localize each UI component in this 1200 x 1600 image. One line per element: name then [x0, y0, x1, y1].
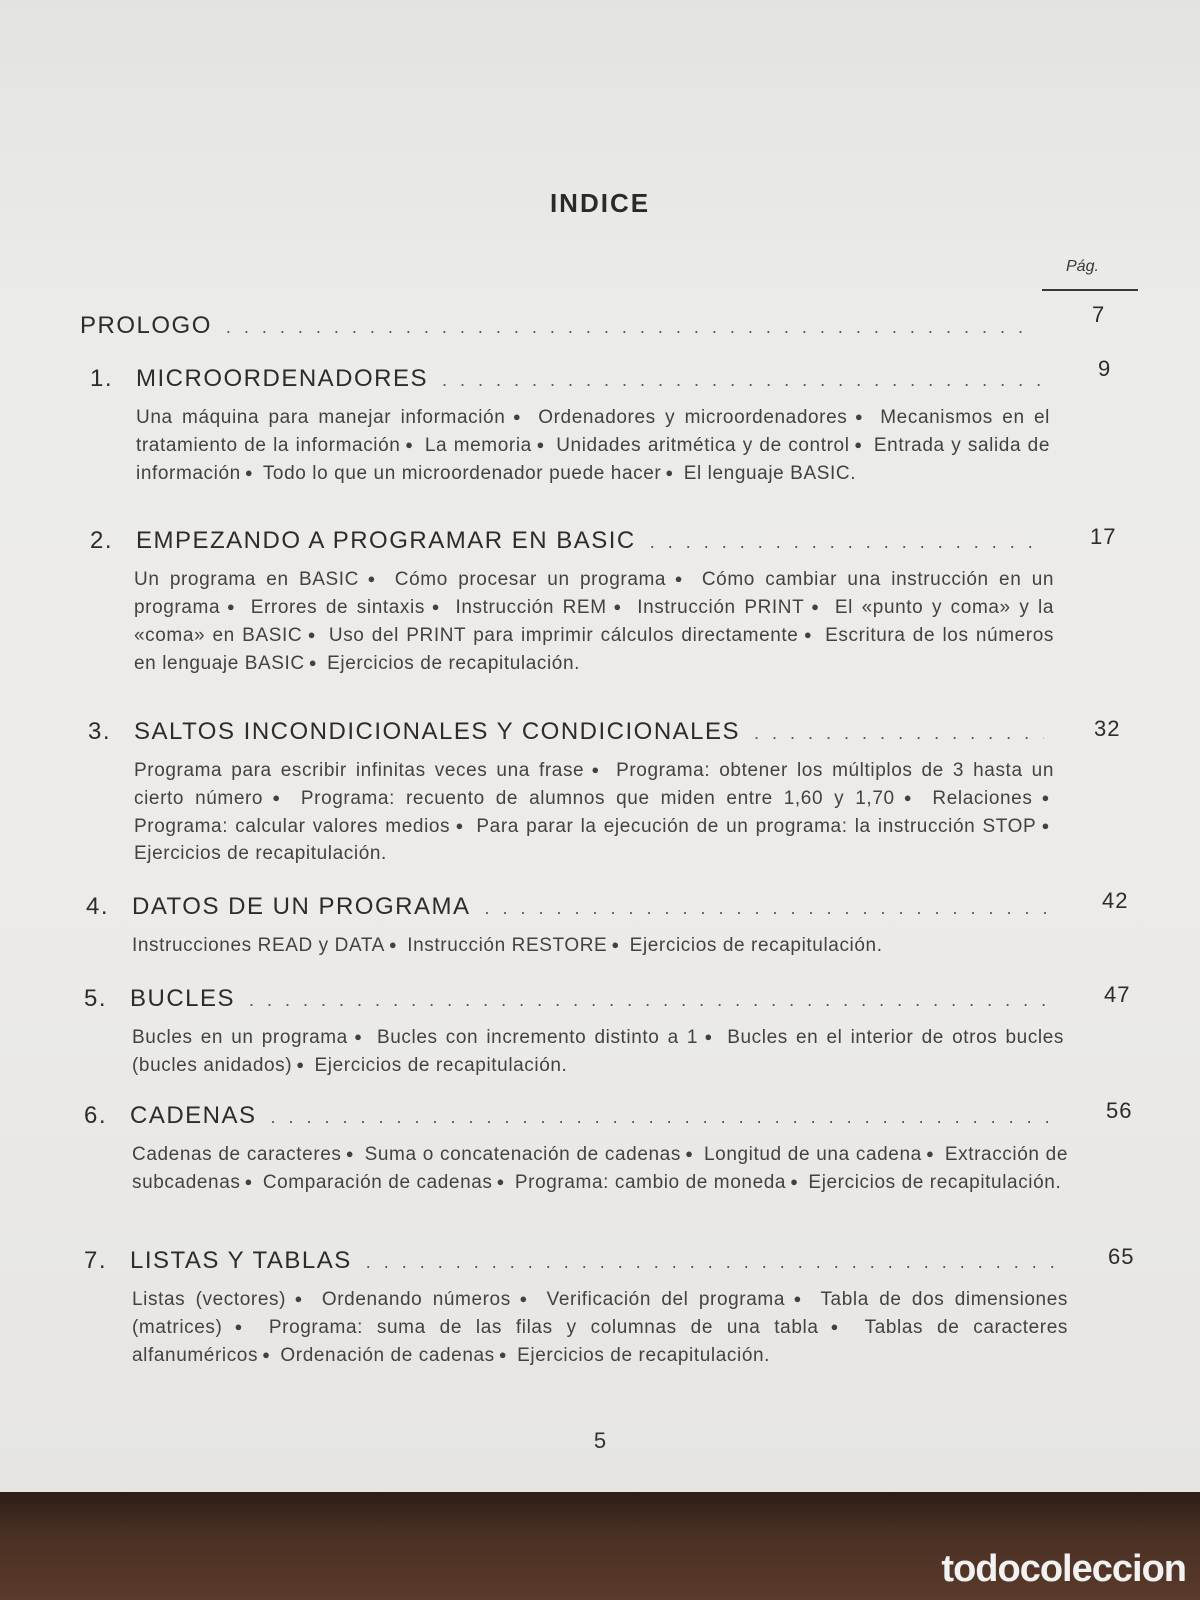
leader-dots: [226, 317, 1032, 338]
leader-dots: [249, 990, 1054, 1011]
toc-entry-chapter: [84, 1247, 1070, 1369]
leader-dots: [484, 898, 1052, 919]
chapter-title: MICROORDENADORES: [136, 365, 429, 392]
topic-item: Un programa en BASIC: [134, 569, 360, 590]
topic-item: Bucles en un programa: [132, 1027, 348, 1048]
topic-item: Suma o concatenación de cadenas: [364, 1144, 681, 1165]
chapter-title: BUCLES: [130, 985, 236, 1012]
topic-item: Programa: calcular valores medios: [134, 816, 451, 837]
chapter-topics: Bucles en un programa ● Bucles con incremento distinto a 1 ● Bucles en el interior de otros bucles (bucles anidados) ● Ejercicios de recapitulación.: [132, 1027, 1065, 1076]
toc-page-number: 7: [1092, 302, 1106, 327]
topic-item: Verificación del programa: [546, 1289, 785, 1310]
topic-item: Para parar la ejecución de un programa: la instrucción STOP: [476, 816, 1037, 837]
chapter-number: 1.: [90, 365, 114, 392]
chapter-title: SALTOS INCONDICIONALES Y CONDICIONALES: [134, 718, 741, 745]
topic-item: Instrucción RESTORE: [407, 935, 608, 956]
topic-item: Escritura de los números en lenguaje BASIC: [134, 625, 1054, 674]
chapter-topics: Una máquina para manejar información ● Ordenadores y microordenadores ● Mecanismos en el tratamiento de la información ● La memoria ● Unidades aritmética y de control ● Entrada y salida de información ● Todo lo que un microordenador puede hacer ● El lenguaje BASIC.: [136, 407, 1050, 484]
topic-item: Bucles con incremento distinto a 1: [376, 1027, 699, 1048]
toc-entry-title: PROLOGO: [80, 312, 212, 339]
topic-item: Cómo cambiar una instrucción en un programa: [134, 569, 1055, 618]
topic-item: Ejercicios de recapitulación.: [517, 1345, 771, 1366]
topic-item: Relaciones: [932, 788, 1033, 809]
chapter-number: 5.: [84, 985, 108, 1012]
topic-item: Instrucción REM: [455, 597, 607, 618]
topic-item: Bucles en el interior de otros bucles (bucles anidados): [132, 1027, 1065, 1076]
topic-item: Cómo procesar un programa: [394, 569, 667, 590]
chapter-title: DATOS DE UN PROGRAMA: [132, 893, 471, 920]
brand-watermark: todocoleccion: [941, 1548, 1186, 1590]
chapter-topics: Programa para escribir infinitas veces una frase ● Programa: obtener los múltiplos de 3 hasta un cierto número ● Programa: recuento de alumnos que miden entre 1,60 y 1,70 ● Relaciones ● Programa: calcular valores medios ● Para parar la ejecución de un programa: la instrucción STOP ● Ejercicios de recapitulación.: [134, 760, 1054, 864]
topic-item: El lenguaje BASIC.: [683, 463, 857, 484]
toc-entry-chapter: [90, 365, 1060, 487]
toc-page-number: 9: [1098, 356, 1112, 381]
leader-dots: [650, 532, 1041, 553]
chapter-title: EMPEZANDO A PROGRAMAR EN BASIC: [136, 527, 636, 554]
toc-page-number: 47: [1104, 982, 1131, 1007]
toc-page-number: 42: [1102, 888, 1129, 913]
chapter-number: 2.: [90, 527, 114, 554]
topic-item: Programa: recuento de alumnos que miden entre 1,60 y 1,70: [300, 788, 895, 809]
topic-item: Ordenando números: [321, 1289, 511, 1310]
toc-entry-chapter: [84, 1102, 1070, 1196]
toc-entry-prologue: [80, 312, 1046, 340]
page-column-label: Pág.: [1066, 258, 1099, 275]
chapter-topics: Cadenas de caracteres ● Suma o concatenación de cadenas ● Longitud de una cadena ● Extracción de subcadenas ● Comparación de cadenas ● Programa: cambio de moneda ● Ejercicios de recapitulación.: [132, 1144, 1068, 1193]
topic-item: Errores de sintaxis: [250, 597, 425, 618]
topic-item: Instrucciones READ y DATA: [132, 935, 385, 956]
toc-page-number: 65: [1108, 1244, 1135, 1269]
topic-item: Comparación de cadenas: [262, 1172, 493, 1193]
topic-item: Todo lo que un microordenador puede hacer: [262, 463, 662, 484]
topic-item: La memoria: [424, 435, 532, 456]
toc-page-number: 32: [1094, 716, 1121, 741]
topic-item: Instrucción PRINT: [637, 597, 805, 618]
topic-item: Cadenas de caracteres: [132, 1144, 342, 1165]
topic-item: Extracción de subcadenas: [132, 1144, 1068, 1193]
toc-entry-chapter: [84, 985, 1068, 1079]
toc-entry-chapter: [86, 893, 1066, 959]
topic-item: Ejercicios de recapitulación.: [808, 1172, 1062, 1193]
page-title: INDICE: [549, 188, 651, 218]
topic-item: Tabla de dos dimensiones (matrices): [132, 1289, 1068, 1338]
leader-dots: [442, 370, 1046, 391]
page-column-rule: [1042, 289, 1138, 291]
toc-entry-chapter: [88, 718, 1058, 867]
topic-item: Entrada y salida de información: [136, 435, 1050, 484]
leader-dots: [271, 1107, 1056, 1128]
topic-item: Ejercicios de recapitulación.: [629, 935, 883, 956]
topic-item: Ordenadores y microordenadores: [538, 407, 848, 428]
topic-item: Uso del PRINT para imprimir cálculos directamente: [328, 625, 799, 646]
topic-item: Programa: suma de las filas y columnas de una tabla: [268, 1317, 819, 1338]
topic-item: Ejercicios de recapitulación.: [327, 653, 581, 674]
topic-item: Unidades aritmética y de control: [556, 435, 850, 456]
topic-item: Ordenación de cadenas: [280, 1345, 495, 1366]
topic-item: Mecanismos en el tratamiento de la información: [136, 407, 1050, 456]
chapter-number: 4.: [86, 893, 110, 920]
topic-item: Programa para escribir infinitas veces una frase: [134, 760, 585, 781]
chapter-topics: Instrucciones READ y DATA ● Instrucción RESTORE ● Ejercicios de recapitulación.: [132, 935, 883, 956]
toc-entry-chapter: [90, 527, 1055, 677]
chapter-number: 7.: [84, 1247, 108, 1274]
topic-item: Longitud de una cadena: [703, 1144, 922, 1165]
topic-item: Listas (vectores): [132, 1289, 287, 1310]
topic-item: Tablas de caracteres alfanuméricos: [132, 1317, 1068, 1366]
chapter-number: 6.: [84, 1102, 108, 1129]
page-number: 5: [593, 1428, 607, 1453]
chapter-number: 3.: [88, 718, 112, 745]
chapter-title: LISTAS Y TABLAS: [130, 1247, 352, 1274]
chapter-title: CADENAS: [130, 1102, 257, 1129]
topic-item: El «punto y coma» y la «coma» en BASIC: [134, 597, 1055, 646]
topic-item: Programa: cambio de moneda: [514, 1172, 787, 1193]
topic-item: Una máquina para manejar información: [136, 407, 506, 428]
topic-item: Programa: obtener los múltiplos de 3 hasta un cierto número: [134, 760, 1054, 809]
leader-dots: [754, 723, 1044, 744]
leader-dots: [366, 1252, 1056, 1273]
toc-page-number: 17: [1090, 524, 1117, 549]
topic-item: Ejercicios de recapitulación.: [314, 1055, 568, 1076]
topic-item: Ejercicios de recapitulación.: [134, 843, 387, 864]
toc-page-number: 56: [1106, 1098, 1133, 1123]
chapter-topics: Listas (vectores) ● Ordenando números ● Verificación del programa ● Tabla de dos dimensiones (matrices) ● Programa: suma de las filas y columnas de una tabla ● Tablas de caracteres alfanuméricos ● Ordenación de cadenas ● Ejercicios de recapitulación.: [132, 1289, 1068, 1366]
chapter-topics: Un programa en BASIC ● Cómo procesar un programa ● Cómo cambiar una instrucción en un programa ● Errores de sintaxis ● Instrucción REM ● Instrucción PRINT ● El «punto y coma» y la «coma» en BASIC ● Uso del PRINT para imprimir cálculos directamente ● Escritura de los números en lenguaje BASIC ● Ejercicios de recapitulación.: [134, 569, 1055, 674]
